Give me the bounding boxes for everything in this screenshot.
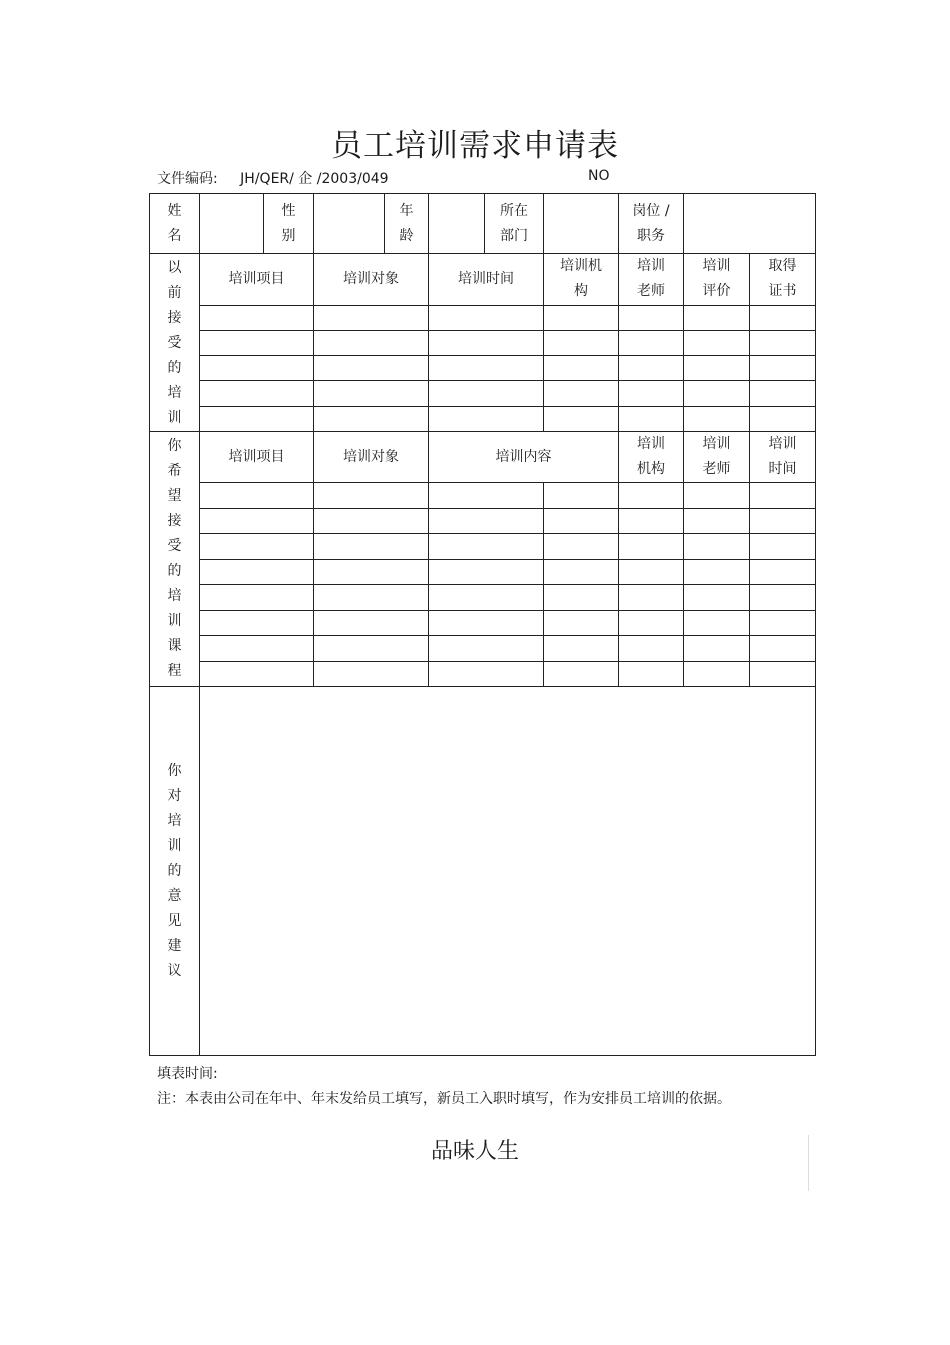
table-cell[interactable]	[750, 356, 816, 381]
table-cell[interactable]	[684, 534, 750, 560]
table-cell[interactable]	[200, 636, 314, 662]
table-cell[interactable]	[429, 406, 544, 431]
table-cell[interactable]	[200, 661, 314, 687]
table-cell[interactable]	[429, 636, 544, 662]
table-cell[interactable]	[544, 585, 619, 611]
table-cell[interactable]	[200, 483, 314, 509]
table-row	[150, 381, 816, 406]
table-cell[interactable]	[619, 508, 684, 534]
document-code-label: 文件编码:	[157, 171, 218, 187]
table-cell[interactable]	[750, 559, 816, 585]
column-header: 培训对象	[314, 432, 429, 483]
table-cell[interactable]	[619, 356, 684, 381]
column-header: 培训内容	[429, 432, 619, 483]
table-cell[interactable]	[314, 508, 429, 534]
table-cell[interactable]	[544, 610, 619, 636]
table-cell[interactable]	[619, 610, 684, 636]
column-header: 培训机构	[544, 254, 619, 306]
table-cell[interactable]	[750, 381, 816, 406]
table-cell[interactable]	[429, 585, 544, 611]
table-cell[interactable]	[619, 534, 684, 560]
table-cell[interactable]	[314, 305, 429, 330]
slogan-text: 品味人生	[430, 1139, 519, 1164]
table-cell[interactable]	[544, 534, 619, 560]
opinion-input-area[interactable]	[200, 687, 816, 1056]
table-cell[interactable]	[684, 508, 750, 534]
table-row	[150, 534, 816, 560]
table-cell[interactable]	[619, 636, 684, 662]
table-cell[interactable]	[314, 636, 429, 662]
table-cell[interactable]	[750, 330, 816, 355]
previous-training-section-label: 以前接受的培训	[150, 254, 200, 432]
table-cell[interactable]	[684, 636, 750, 662]
table-cell[interactable]	[544, 559, 619, 585]
table-cell[interactable]	[684, 559, 750, 585]
table-cell[interactable]	[684, 356, 750, 381]
gender-label-cell: 性别	[264, 194, 314, 254]
table-cell[interactable]	[314, 559, 429, 585]
table-cell[interactable]	[684, 330, 750, 355]
table-row	[150, 508, 816, 534]
name-label-cell: 姓名	[150, 194, 200, 254]
fill-time-label: 填表时间:	[157, 1066, 218, 1082]
table-cell[interactable]	[619, 305, 684, 330]
table-cell[interactable]	[684, 305, 750, 330]
table-row	[150, 636, 816, 662]
applicant-info-row	[150, 194, 816, 254]
position-label-cell: 岗位 / 职务	[619, 194, 684, 254]
column-header: 培训项目	[200, 254, 314, 306]
table-row	[150, 661, 816, 687]
column-header: 培训时间	[429, 254, 544, 306]
table-cell[interactable]	[314, 610, 429, 636]
table-cell[interactable]	[750, 534, 816, 560]
table-cell[interactable]	[314, 356, 429, 381]
age-input-cell[interactable]	[429, 194, 485, 254]
table-cell[interactable]	[314, 330, 429, 355]
table-cell[interactable]	[750, 636, 816, 662]
gender-input-cell[interactable]	[314, 194, 385, 254]
table-cell[interactable]	[314, 585, 429, 611]
table-cell[interactable]	[619, 406, 684, 431]
column-header: 培训老师	[684, 432, 750, 483]
document-number-label: NO	[588, 168, 610, 184]
dept-label-cell: 所在部门	[485, 194, 544, 254]
table-row	[150, 406, 816, 431]
table-row	[150, 330, 816, 355]
table-row	[150, 559, 816, 585]
table-cell[interactable]	[684, 381, 750, 406]
table-cell[interactable]	[200, 330, 314, 355]
table-cell[interactable]	[314, 381, 429, 406]
table-cell[interactable]	[544, 636, 619, 662]
column-header: 培训对象	[314, 254, 429, 306]
table-cell[interactable]	[619, 585, 684, 611]
previous-training-header-row	[150, 254, 816, 306]
table-cell[interactable]	[314, 534, 429, 560]
table-cell[interactable]	[750, 585, 816, 611]
table-cell[interactable]	[429, 534, 544, 560]
table-cell[interactable]	[619, 483, 684, 509]
table-row	[150, 585, 816, 611]
column-header: 培训评价	[684, 254, 750, 306]
table-cell[interactable]	[200, 508, 314, 534]
table-cell[interactable]	[429, 381, 544, 406]
table-cell[interactable]	[619, 661, 684, 687]
table-cell[interactable]	[314, 406, 429, 431]
age-label-cell: 年龄	[385, 194, 429, 254]
table-cell[interactable]	[544, 356, 619, 381]
table-cell[interactable]	[750, 508, 816, 534]
table-cell[interactable]	[544, 381, 619, 406]
column-header: 取得证书	[750, 254, 816, 306]
table-cell[interactable]	[429, 559, 544, 585]
table-cell[interactable]	[750, 406, 816, 431]
table-cell[interactable]	[429, 508, 544, 534]
table-cell[interactable]	[314, 661, 429, 687]
table-cell[interactable]	[684, 483, 750, 509]
table-cell[interactable]	[429, 610, 544, 636]
opinion-section-label: 你对培训的意见建议	[150, 687, 200, 1056]
table-cell[interactable]	[200, 534, 314, 560]
training-request-form	[149, 193, 816, 1056]
opinion-row	[150, 687, 816, 1056]
table-cell[interactable]	[750, 661, 816, 687]
page-title: 员工培训需求申请表	[331, 128, 619, 164]
table-cell[interactable]	[750, 610, 816, 636]
table-cell[interactable]	[429, 356, 544, 381]
table-cell[interactable]	[544, 483, 619, 509]
column-header: 培训时间	[750, 432, 816, 483]
table-cell[interactable]	[684, 585, 750, 611]
divider-line	[808, 1135, 809, 1191]
desired-training-header-row	[150, 432, 816, 483]
form-note: 注：本表由公司在年中、年末发给员工填写，新员工入职时填写，作为安排员工培训的依据。	[157, 1091, 731, 1107]
table-cell[interactable]	[200, 406, 314, 431]
table-cell[interactable]	[544, 661, 619, 687]
table-cell[interactable]	[544, 305, 619, 330]
table-cell[interactable]	[750, 483, 816, 509]
column-header: 培训项目	[200, 432, 314, 483]
dept-input-cell[interactable]	[544, 194, 619, 254]
table-row	[150, 305, 816, 330]
table-cell[interactable]	[200, 305, 314, 330]
table-cell[interactable]	[544, 508, 619, 534]
document-code	[157, 168, 389, 188]
table-cell[interactable]	[200, 356, 314, 381]
table-row	[150, 483, 816, 509]
table-cell[interactable]	[200, 381, 314, 406]
table-cell[interactable]	[750, 305, 816, 330]
table-cell[interactable]	[684, 406, 750, 431]
table-cell[interactable]	[429, 330, 544, 355]
column-header: 培训机构	[619, 432, 684, 483]
table-cell[interactable]	[200, 610, 314, 636]
table-cell[interactable]	[314, 483, 429, 509]
table-cell[interactable]	[429, 483, 544, 509]
table-cell[interactable]	[429, 305, 544, 330]
table-cell[interactable]	[684, 661, 750, 687]
table-cell[interactable]	[544, 330, 619, 355]
column-header: 培训老师	[619, 254, 684, 306]
name-input-cell[interactable]	[200, 194, 264, 254]
desired-training-section-label: 你希望接受的培训课程	[150, 432, 200, 687]
table-cell[interactable]	[619, 330, 684, 355]
table-cell[interactable]	[619, 381, 684, 406]
table-cell[interactable]	[200, 585, 314, 611]
table-cell[interactable]	[684, 610, 750, 636]
table-row	[150, 356, 816, 381]
document-code-value: JH/QER/ 企 /2003/049	[240, 171, 389, 187]
table-cell[interactable]	[429, 661, 544, 687]
table-row	[150, 610, 816, 636]
position-input-cell[interactable]	[684, 194, 816, 254]
table-cell[interactable]	[544, 406, 619, 431]
table-cell[interactable]	[200, 559, 314, 585]
table-cell[interactable]	[619, 559, 684, 585]
